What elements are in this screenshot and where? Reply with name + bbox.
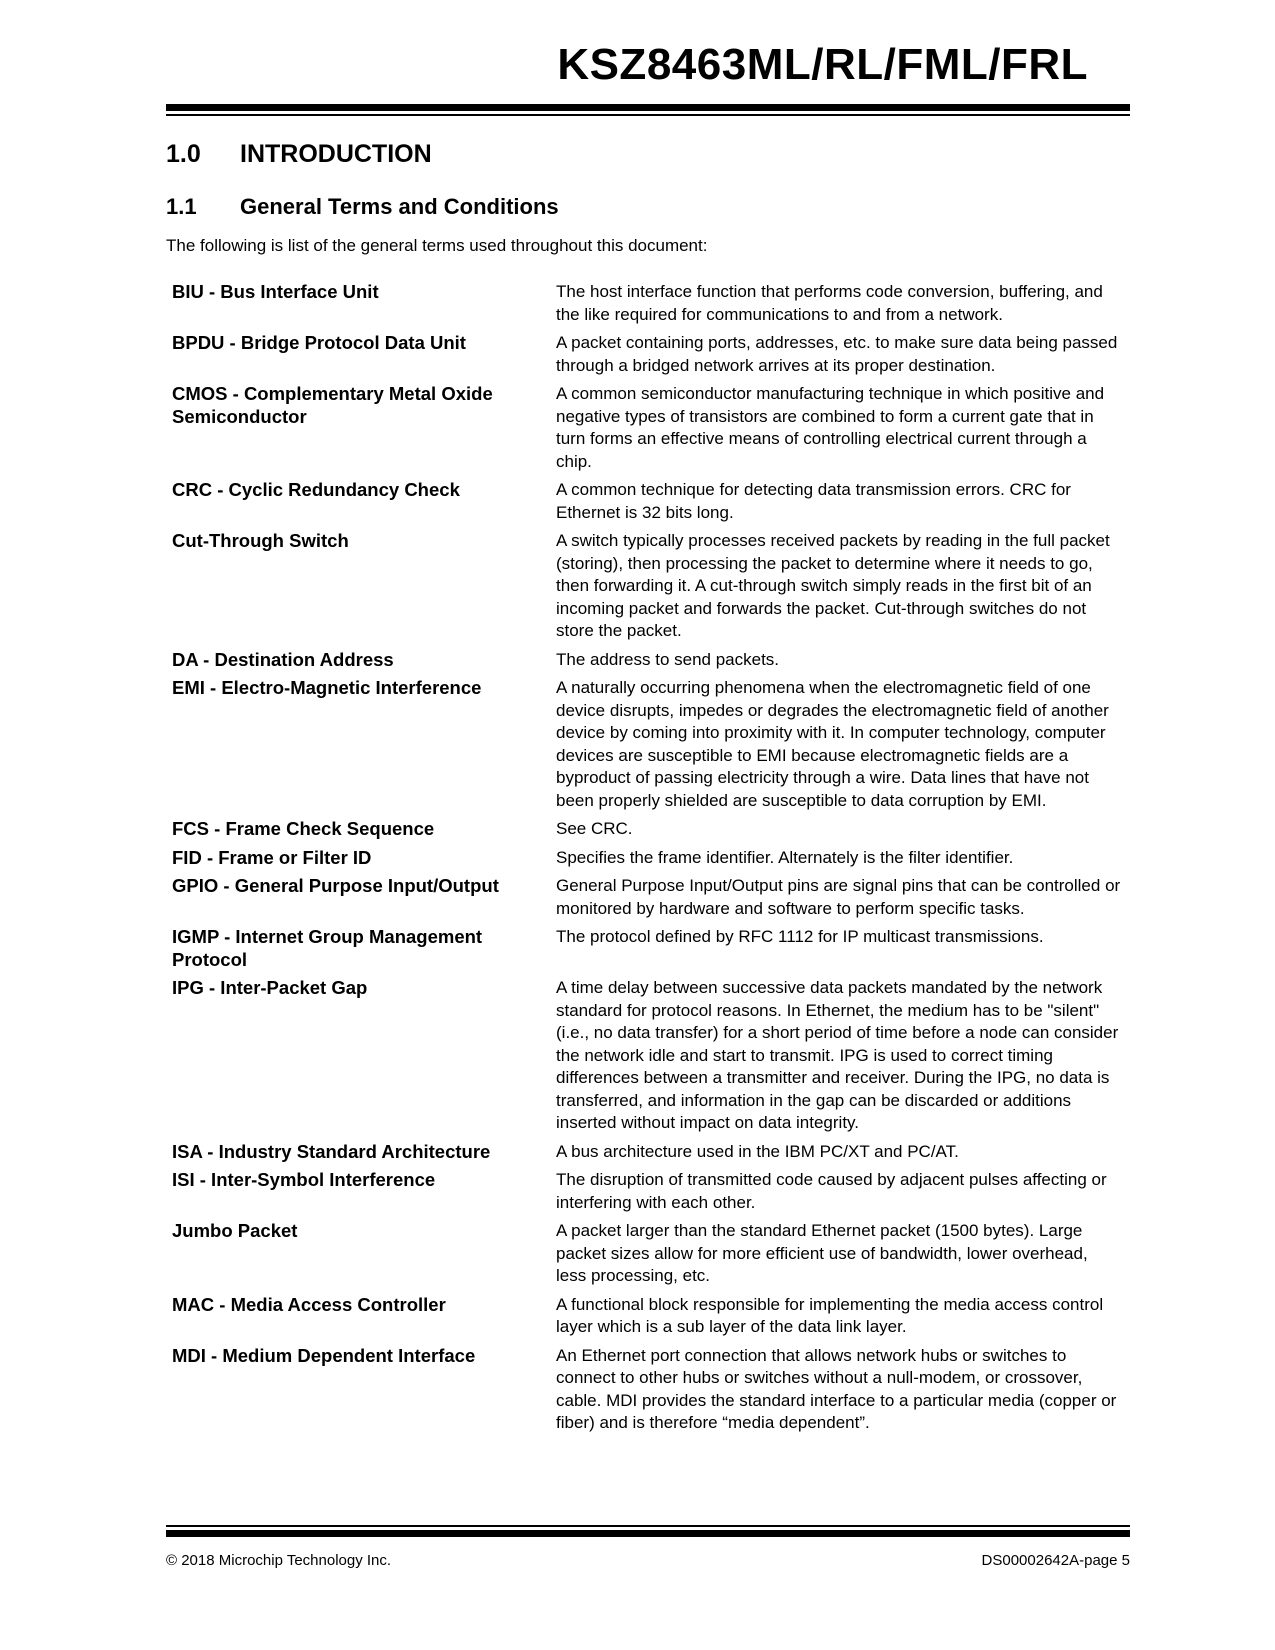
subsection-heading	[166, 194, 559, 220]
section-heading	[166, 140, 432, 169]
term-row	[166, 281, 1130, 326]
term-row	[166, 926, 1130, 971]
term-name: CRC - Cyclic Redundancy Check	[172, 479, 460, 500]
term-definition: The protocol defined by RFC 1112 for IP multicast transmissions.	[556, 927, 1044, 946]
term-row	[166, 977, 1130, 1135]
term-row	[166, 383, 1130, 473]
term-definition: Specifies the frame identifier. Alternately is the filter identifier.	[556, 847, 1014, 867]
term-definition: A naturally occurring phenomena when the electromagnetic field of one device disrupts, impedes or degrades the electromagnetic field of another device by coming into proximity with it. In computer technology, computer devices are susceptible to EMI because electromagnetic fields are a byproduct of passing electricity through a wire. Data lines that have not been properly shielded are susceptible to data corruption by EMI.	[556, 678, 1109, 810]
term-name: DA - Destination Address	[172, 648, 394, 670]
term-row	[166, 1345, 1130, 1435]
footer-copyright: © 2018 Microchip Technology Inc.	[166, 1552, 392, 1569]
section-title: INTRODUCTION	[240, 140, 432, 168]
term-definition: General Purpose Input/Output pins are signal pins that can be controlled or monitored by hardware and software to perform specific tasks.	[556, 876, 1121, 918]
term-name: BPDU - Bridge Protocol Data Unit	[172, 332, 466, 353]
term-definition: A packet larger than the standard Ethernet packet (1500 bytes). Large packet sizes allow for more efficient use of bandwidth, lower overhead, less processing, etc.	[556, 1221, 1088, 1285]
footer-rule-thin	[166, 1525, 1130, 1527]
header-rule-thin	[166, 114, 1130, 116]
intro-paragraph: The following is list of the general terms used throughout this document:	[166, 236, 708, 255]
term-name: IGMP - Internet Group Management Protocol	[172, 926, 483, 970]
footer-page-ref: DS00002642A-page 5	[981, 1552, 1130, 1569]
term-name: FID - Frame or Filter ID	[172, 846, 372, 868]
term-definition: A switch typically processes received packets by reading in the full packet (storing), then processing the packet to determine where it needs to go, then forwarding it. A cut-through switch simply reads in the first bit of an incoming packet and forwards the packet. Cut-through switches do not store the packet.	[556, 531, 1110, 640]
term-definition: A functional block responsible for implementing the media access control layer which is a sub layer of the data link layer.	[556, 1294, 1104, 1336]
term-name: IPG - Inter-Packet Gap	[172, 977, 368, 998]
term-row	[166, 847, 1130, 870]
term-row	[166, 818, 1130, 841]
term-definition: A common technique for detecting data transmission errors. CRC for Ethernet is 32 bits long.	[556, 480, 1071, 522]
terms-list	[166, 281, 1130, 1441]
term-row	[166, 1294, 1130, 1339]
term-name: ISA - Industry Standard Architecture	[172, 1140, 491, 1162]
term-name: CMOS - Complementary Metal Oxide Semiconductor	[172, 383, 493, 427]
term-row	[166, 649, 1130, 672]
term-name: BIU - Bus Interface Unit	[172, 281, 379, 302]
term-name: MDI - Medium Dependent Interface	[172, 1344, 476, 1366]
term-row	[166, 479, 1130, 524]
term-name: EMI - Electro-Magnetic Interference	[172, 677, 482, 698]
term-row	[166, 530, 1130, 643]
term-definition: A time delay between successive data packets mandated by the network standard for protocol reasons. In Ethernet, the medium has to be "silent" (i.e., no data transfer) for a short period of time before a node can consider the network idle and start to transmit. IPG is used to correct timing differences between a transmitter and receiver. During the IPG, no data is transferred, and information in the gap can be discarded or additions inserted without impact on data integrity.	[556, 978, 1119, 1132]
term-row	[166, 677, 1130, 812]
term-definition: An Ethernet port connection that allows network hubs or switches to connect to other hubs or switches without a null-modem, or crossover, cable. MDI provides the standard interface to a particular media (copper or fiber) and is therefore “media dependent”.	[556, 1345, 1117, 1432]
term-name: GPIO - General Purpose Input/Output	[172, 875, 499, 896]
term-name: ISI - Inter-Symbol Interference	[172, 1169, 436, 1190]
section-number: 1.0	[166, 140, 201, 168]
term-name: Jumbo Packet	[172, 1220, 298, 1241]
subsection-number: 1.1	[166, 194, 197, 219]
term-row	[166, 875, 1130, 920]
term-definition: A common semiconductor manufacturing technique in which positive and negative types of transistors are combined to form a current gate that in turn forms an effective means of controlling electrical current through a chip.	[556, 384, 1105, 471]
term-definition: A packet containing ports, addresses, etc. to make sure data being passed through a bridged network arrives at its proper destination.	[556, 333, 1118, 375]
document-title: KSZ8463ML/RL/FML/FRL	[557, 40, 1088, 89]
term-row	[166, 1169, 1130, 1214]
term-definition: The host interface function that performs code conversion, buffering, and the like required for communications to and from a network.	[556, 282, 1103, 324]
term-definition: A bus architecture used in the IBM PC/XT and PC/AT.	[556, 1141, 959, 1161]
term-name: Cut-Through Switch	[172, 530, 349, 551]
term-definition: The address to send packets.	[556, 649, 780, 669]
term-name: FCS - Frame Check Sequence	[172, 818, 435, 839]
term-name: MAC - Media Access Controller	[172, 1293, 446, 1315]
header-rule-thick	[166, 104, 1130, 111]
term-row	[166, 1141, 1130, 1164]
term-definition: See CRC.	[556, 819, 633, 838]
term-row	[166, 332, 1130, 377]
term-row	[166, 1220, 1130, 1288]
footer-rule-thick	[166, 1530, 1130, 1537]
subsection-title: General Terms and Conditions	[240, 194, 559, 219]
term-definition: The disruption of transmitted code caused by adjacent pulses affecting or interfering with each other.	[556, 1170, 1107, 1212]
